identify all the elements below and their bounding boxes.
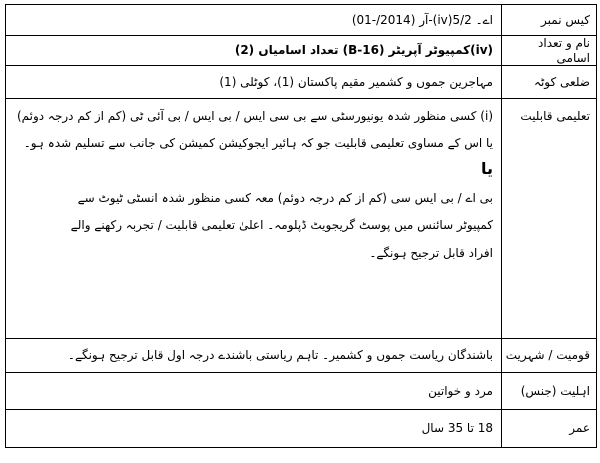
- post-title-value: (iv)کمپیوٹر آپریٹر (B-16) تعداد اسامیاں (2): [6, 36, 502, 66]
- case-number-value: اے۔ 5/2(iv)-آر (2014/-01): [6, 5, 502, 36]
- case-number-label: کیس نمبر: [502, 5, 597, 36]
- age-row: [6, 410, 597, 448]
- age-value: 18 تا 35 سال: [6, 410, 502, 448]
- education-value: [6, 99, 502, 339]
- post-title-label: نام و تعداد اسامی: [502, 36, 597, 66]
- case-number-row: [6, 5, 597, 36]
- district-quota-value: مہاجرین جموں و کشمیر مقیم پاکستان (1)، کوٹلی (1): [6, 66, 502, 99]
- eligibility-label: اہلیت (جنس): [502, 373, 597, 410]
- post-title-row: [6, 36, 597, 66]
- eligibility-row: [6, 373, 597, 410]
- education-line-3: بی اے / بی ایس سی (کم از کم درجہ دوئم) معہ کسی منظور شدہ انسٹی ٹیوٹ سے: [77, 190, 493, 205]
- district-quota-row: [6, 66, 597, 99]
- domicile-label: قومیت / شہریت: [502, 339, 597, 373]
- education-line-2: یا اس کے مساوی تعلیمی قابلیت جو کہ ہائیر ایجوکیشن کمیشن کی جانب سے تسلیم شدہ ہو۔: [23, 136, 493, 151]
- age-label: عمر: [502, 410, 597, 448]
- eligibility-value: مرد و خواتین: [6, 373, 502, 410]
- education-line-1: (i) کسی منظور شدہ یونیورسٹی سے بی سی ایس / بی ایس / بی آئی ٹی (کم از کم درجہ دوئم): [16, 109, 493, 123]
- domicile-value: باشندگان ریاست جموں و کشمیر۔ تاہم ریاستی باشندے درجہ اول قابل ترجیح ہونگے۔: [6, 339, 502, 373]
- district-quota-label: ضلعی کوٹہ: [502, 66, 597, 99]
- domicile-row: [6, 339, 597, 373]
- education-line-4: کمپیوٹر سائنس میں پوسٹ گریجویٹ ڈپلومہ۔ اعلیٰ تعلیمی قابلیت / تجربہ رکھنے والے: [70, 218, 493, 233]
- education-line-5: افراد قابل ترجیح ہونگے۔: [369, 245, 493, 260]
- job-spec-table: [5, 4, 597, 448]
- education-label: تعلیمی قابلیت: [502, 99, 597, 339]
- education-or: یا: [480, 158, 493, 178]
- education-row: [6, 99, 597, 339]
